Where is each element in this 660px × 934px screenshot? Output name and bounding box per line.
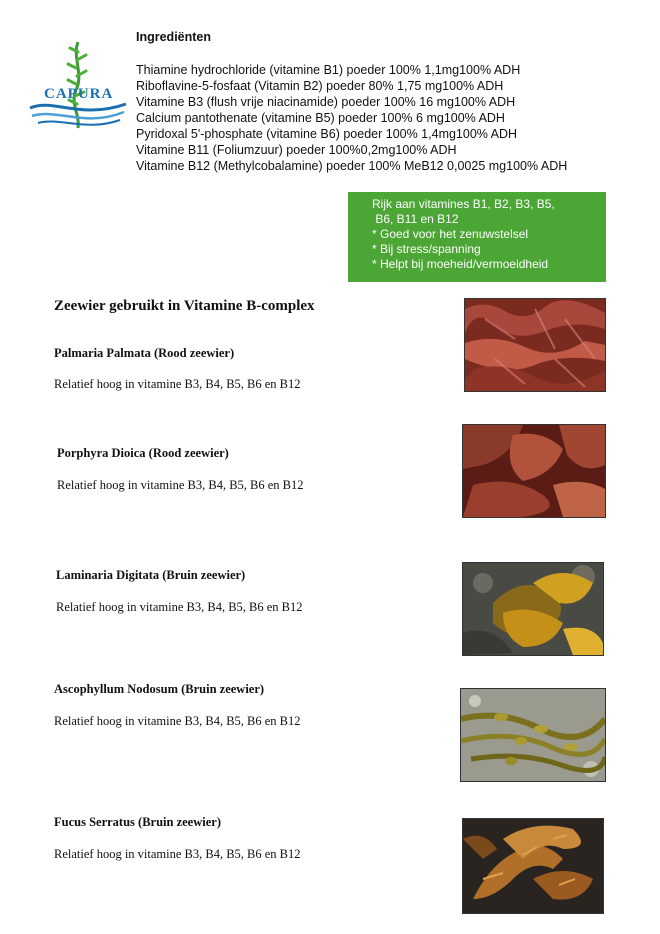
ingredient-item: Riboflavine-5-fosfaat (Vitamin B2) poeder 80% 1,75 mg100% ADH xyxy=(136,79,504,93)
benefit-line: * Goed voor het zenuwstelsel xyxy=(372,227,529,241)
section-title: Zeewier gebruikt in Vitamine B-complex xyxy=(54,298,315,314)
ingredient-item: Thiamine hydrochloride (vitamine B1) poeder 100% 1,1mg100% ADH xyxy=(136,63,521,77)
benefit-line: * Helpt bij moeheid/vermoeidheid xyxy=(372,257,549,271)
logo-text: CAPURA xyxy=(44,86,114,102)
ascophyllum-nodosum-photo xyxy=(460,688,606,782)
seaweed-desc: Relatief hoog in vitamine B3, B4, B5, B6 en B12 xyxy=(54,377,301,391)
ingredient-item: Calcium pantothenate (vitamine B5) poeder 100% 6 mg100% ADH xyxy=(136,111,505,125)
laminaria-digitata-photo xyxy=(462,562,604,656)
ingredients-list xyxy=(136,62,567,174)
seaweed-desc: Relatief hoog in vitamine B3, B4, B5, B6 en B12 xyxy=(56,600,303,614)
seaweed-desc: Relatief hoog in vitamine B3, B4, B5, B6 en B12 xyxy=(54,714,301,728)
seaweed-name: Fucus Serratus (Bruin zeewier) xyxy=(54,815,221,829)
ingredients-title: Ingrediënten xyxy=(136,30,212,44)
seaweed-name: Porphyra Dioica (Rood zeewier) xyxy=(57,446,229,460)
ingredient-item: Vitamine B12 (Methylcobalamine) poeder 100% MeB12 0,0025 mg100% ADH xyxy=(136,159,568,173)
porphyra-dioica-photo xyxy=(462,424,606,518)
benefits-box xyxy=(348,192,606,282)
palmaria-palmata-photo xyxy=(464,298,606,392)
ingredient-item: Vitamine B3 (flush vrije niacinamide) poeder 100% 16 mg100% ADH xyxy=(136,95,516,109)
seaweed-desc: Relatief hoog in vitamine B3, B4, B5, B6 en B12 xyxy=(57,478,304,492)
seaweed-name: Ascophyllum Nodosum (Bruin zeewier) xyxy=(54,682,265,696)
benefit-line: * Bij stress/spanning xyxy=(372,242,481,256)
ingredient-item: Vitamine B11 (Foliumzuur) poeder 100%0,2mg100% ADH xyxy=(136,143,457,157)
ingredient-item: Pyridoxal 5'-phosphate (vitamine B6) poeder 100% 1,4mg100% ADH xyxy=(136,127,518,141)
benefit-line: B6, B11 en B12 xyxy=(372,212,459,226)
benefit-line: Rijk aan vitamines B1, B2, B3, B5, xyxy=(372,197,555,211)
seaweed-name: Palmaria Palmata (Rood zeewier) xyxy=(54,346,235,360)
fucus-serratus-photo xyxy=(462,818,604,914)
seaweed-name: Laminaria Digitata (Bruin zeewier) xyxy=(56,568,246,582)
seaweed-desc: Relatief hoog in vitamine B3, B4, B5, B6 en B12 xyxy=(54,847,301,861)
